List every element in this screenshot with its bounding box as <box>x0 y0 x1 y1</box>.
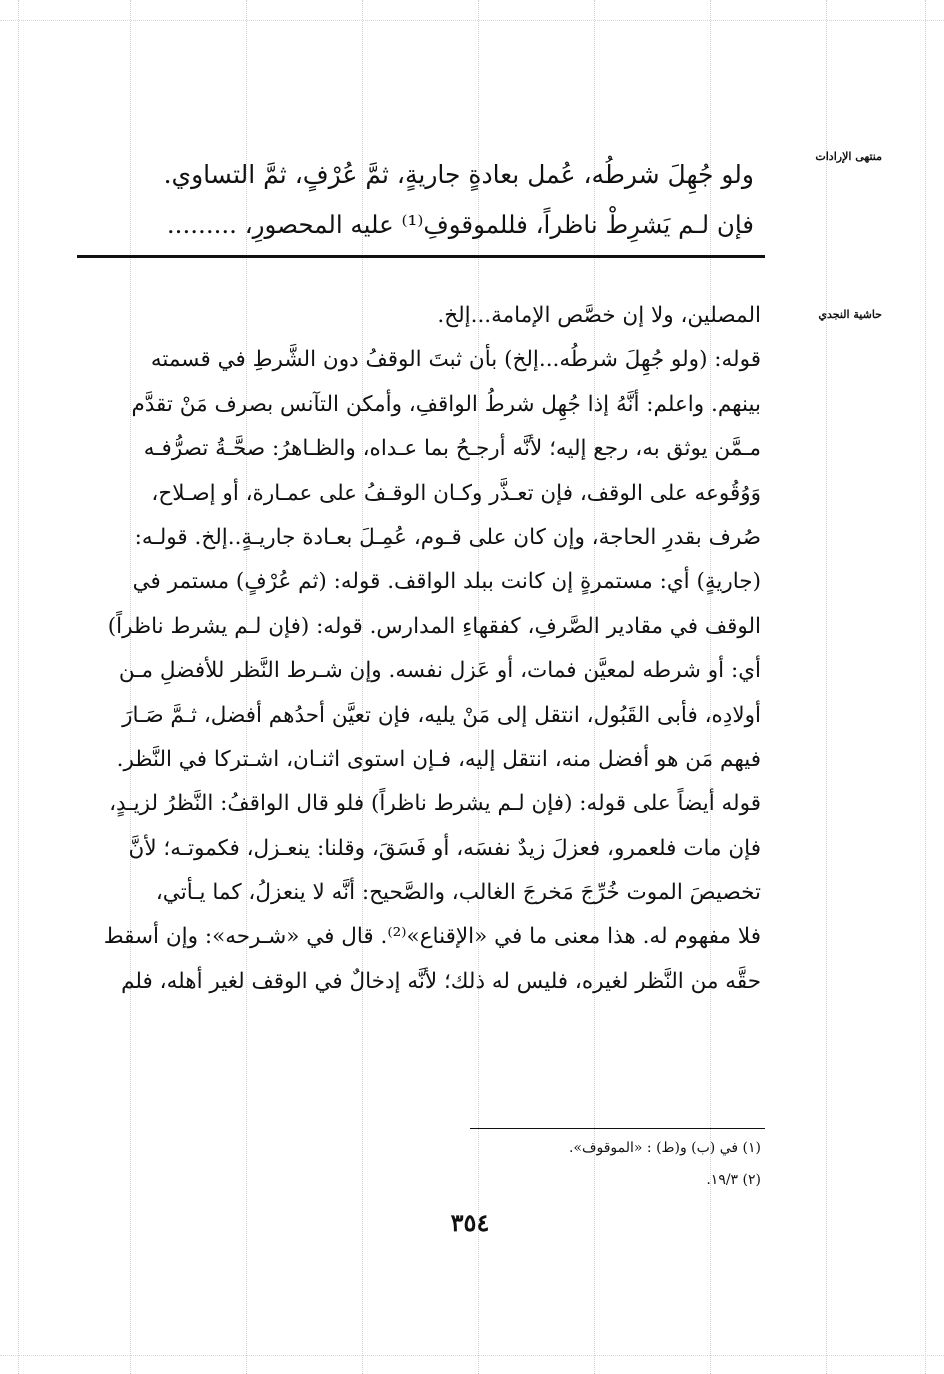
hashiya-line: (جاريةٍ) أي: مستمرةٍ إن كانت ببلد الواقف. قوله: (ثم عُرْفٍ) مستمر في <box>132 569 761 595</box>
hashiya-line: المصلين، ولا إن خصَّص الإمامة...إلخ. <box>437 303 761 328</box>
hashiya-line: الوقف في مقادير الصَّرفِ، كفقهاءِ المدارس. قوله: (فإن لـم يشرط ناظراً) <box>107 613 761 639</box>
hashiya-line: مـمَّن يوثق به، رجع إليه؛ لأنَّه أرجـحُ بما عـداه، والظـاهرُ: صحَّـةُ تصرُّفـه <box>143 436 761 462</box>
footnote-divider <box>470 1128 765 1129</box>
hashiya-line: فيهم مَن هو أفضل منه، انتقل إليه، فـإن استوى اثنـان، اشـتركا في النَّظر. <box>116 746 761 772</box>
hashiya-line: قوله أيضاً على قوله: (فإن لـم يشرط ناظراً) فلو قال الواقفُ: النَّظرُ لزيـدٍ، <box>109 791 761 817</box>
matn-line: ولو جُهِلَ شرطُه، عُمل بعادةٍ جاريةٍ، ثمَّ عُرْفٍ، ثمَّ التساوي. <box>163 160 754 189</box>
hashiya-line: فإن مات فلعمرو، فعزلَ زيدٌ نفسَه، أو فَسَقَ، وقلنا: ينعـزل، فكموتـه؛ لأنَّ <box>128 835 761 861</box>
hashiya-line: صُرف بقدرِ الحاجة، وإن كان على قـوم، عُمِـلَ بعـادة جاريـةٍ..إلخ. قولـه: <box>134 524 761 550</box>
matn-line: فإن لـم يَشرِطْ ناظراً، فللموقوفِ⁽¹⁾ عليه المحصورِ، ......... <box>166 210 754 239</box>
page-number: ٣٥٤ <box>450 1208 490 1237</box>
hashiya-line: فلا مفهوم له. هذا معنى ما في «الإقناع»⁽²⁾. قال في «شـرحه»: وإن أسقط <box>103 924 761 950</box>
grid-line <box>925 0 926 1374</box>
hashiya-line: حقَّه من النَّظر لغيره، فليس له ذلك؛ لأنَّه إدخالٌ في الوقف لغير أهله، فلم <box>121 968 761 994</box>
hashiya-line: قوله: (ولو جُهِلَ شرطُه...إلخ) بأن ثبتَ الوقفُ دون الشَّرطِ في قسمته <box>150 347 761 373</box>
matn-divider <box>77 255 765 258</box>
side-label-matn: منتهى الإرادات <box>815 150 882 163</box>
grid-line <box>826 0 827 1374</box>
matn-text <box>164 150 754 250</box>
footnote: (٢) ١٩/٣. <box>706 1172 761 1188</box>
hashiya-text <box>79 294 761 1004</box>
hashiya-line: بينهم. واعلم: أنَّهُ إذا جُهِل شرطُ الواقفِ، وأمكن التآنس بصرف مَنْ تقدَّم <box>131 391 761 417</box>
hashiya-line: أي: أو شرطه لمعيَّن فمات، أو عَزل نفسه. وإن شـرط النَّظر للأفضلِ مـن <box>118 658 761 684</box>
grid-line <box>18 0 19 1374</box>
hashiya-line: وَوُقُوعه على الوقف، فإن تعـذَّر وكـان الوقـفُ على عمـارة، أو إصـلاح، <box>151 480 761 506</box>
hashiya-line: أولادِه، فأبى القَبُول، انتقل إلى مَنْ يليه، فإن تعيَّن أحدُهم أفضل، ثـمَّ صَـارَ <box>122 702 761 728</box>
grid-line <box>0 1355 944 1356</box>
footnote: (١) في (ب) و(ط) : «الموقوف». <box>568 1140 761 1156</box>
grid-line <box>0 20 944 21</box>
side-label-hashiya: حاشية النجدي <box>818 308 882 321</box>
hashiya-line: تخصيصَ الموت خُرِّجَ مَخرجَ الغالب، والصَّحيح: أنَّه لا ينعزلُ، كما يـأتي، <box>155 880 761 906</box>
